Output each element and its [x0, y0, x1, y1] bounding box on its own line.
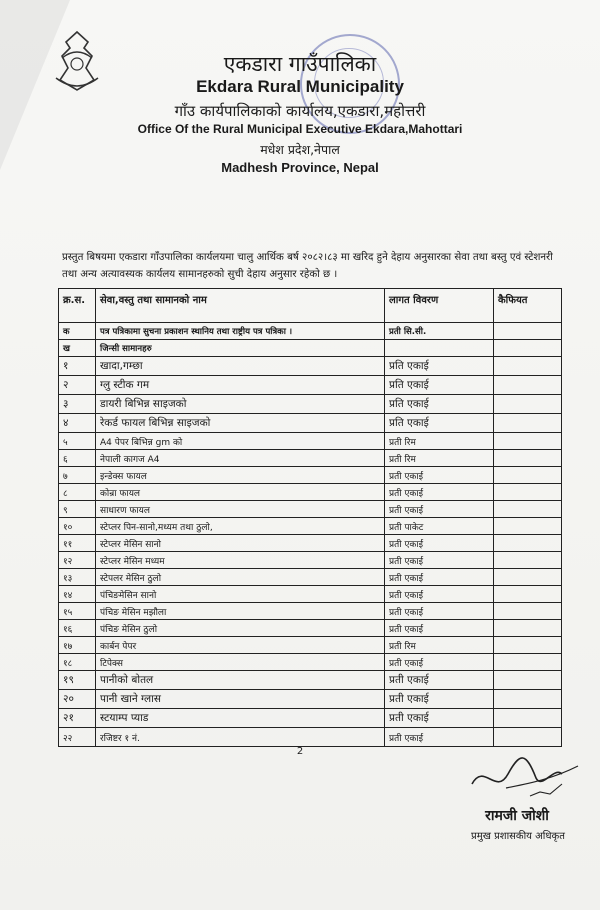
- cell-sn: २१: [59, 709, 96, 728]
- cell-name: टिपेक्स: [96, 654, 385, 671]
- cell-name: स्टेप्लर पिन-सानो,मध्यम तथा ठुलो,: [96, 518, 385, 535]
- cell-cost: प्रती एकाई: [385, 690, 494, 709]
- cell-sn: ९: [59, 501, 96, 518]
- table-row: [59, 501, 562, 518]
- office-name-np: गाँउ कार्यपालिकाको कार्यालय,एकडारा,महोत्तरी: [174, 102, 426, 120]
- cell-sn: १०: [59, 518, 96, 535]
- cell-name: पत्र पत्रिकामा सुचना प्रकाशन स्थानिय तथा राष्ट्रीय पत्र पत्रिका ।: [96, 323, 385, 340]
- cell-remark: [494, 671, 562, 690]
- table-row: [59, 323, 562, 340]
- cell-remark: [494, 586, 562, 603]
- cell-name: रेकर्ड फायल बिभिन्न साइजको: [96, 414, 385, 433]
- cell-name: स्टेपलर मेसिन ठुलो: [96, 569, 385, 586]
- province-np: मधेश प्रदेश,नेपाल: [260, 142, 340, 157]
- cell-sn: १३: [59, 569, 96, 586]
- cell-remark: [494, 376, 562, 395]
- cell-sn: ख: [59, 340, 96, 357]
- table-row: [59, 552, 562, 569]
- cell-sn: १९: [59, 671, 96, 690]
- cell-remark: [494, 603, 562, 620]
- cell-cost: प्रती रिम: [385, 450, 494, 467]
- table-row: [59, 414, 562, 433]
- header-serial: क्र.स.: [59, 289, 96, 323]
- cell-remark: [494, 690, 562, 709]
- cell-cost: प्रती एकाई: [385, 501, 494, 518]
- table-header-row: [59, 289, 562, 323]
- table-row: [59, 671, 562, 690]
- cell-remark: [494, 450, 562, 467]
- municipality-name-np: एकडारा गाउँपालिका: [223, 52, 377, 76]
- cell-name: पानी खाने ग्लास: [96, 690, 385, 709]
- cell-cost: प्रती एकाई: [385, 603, 494, 620]
- cell-name: इन्डेक्स फायल: [96, 467, 385, 484]
- table-row: [59, 340, 562, 357]
- cell-name: खादा,गम्छा: [96, 357, 385, 376]
- cell-cost: प्रती रिम: [385, 433, 494, 450]
- cell-remark: [494, 569, 562, 586]
- cell-name: स्टेप्लर मेसिन सानो: [96, 535, 385, 552]
- cell-sn: ४: [59, 414, 96, 433]
- cell-sn: १७: [59, 637, 96, 654]
- table-row: [59, 535, 562, 552]
- table-row: [59, 467, 562, 484]
- cell-remark: [494, 709, 562, 728]
- cell-name: स्टेप्लर मेसिन मध्यम: [96, 552, 385, 569]
- cell-cost: प्रति एकाई: [385, 376, 494, 395]
- cell-sn: २०: [59, 690, 96, 709]
- cell-name: नेपाली कागज A4: [96, 450, 385, 467]
- cell-cost: प्रती एकाई: [385, 484, 494, 501]
- cell-name: साधारण फायल: [96, 501, 385, 518]
- cell-name: पंचिङ मेसिन मझौला: [96, 603, 385, 620]
- cell-cost: प्रति एकाई: [385, 357, 494, 376]
- cell-name: जिन्सी सामानहरु: [96, 340, 385, 357]
- cell-cost: प्रती एकाई: [385, 709, 494, 728]
- cell-sn: २: [59, 376, 96, 395]
- cell-remark: [494, 654, 562, 671]
- cell-name: पंचिङ मेसिन ठुलो: [96, 620, 385, 637]
- cell-remark: [494, 414, 562, 433]
- table-row: [59, 357, 562, 376]
- table-row: [59, 450, 562, 467]
- cell-cost: प्रति एकाई: [385, 395, 494, 414]
- table-row: [59, 586, 562, 603]
- cell-sn: ३: [59, 395, 96, 414]
- cell-sn: १८: [59, 654, 96, 671]
- cell-remark: [494, 340, 562, 357]
- cell-name: पंचिङमेसिन सानो: [96, 586, 385, 603]
- cell-name: ग्लु स्टीक गम: [96, 376, 385, 395]
- cell-sn: ६: [59, 450, 96, 467]
- cell-sn: ११: [59, 535, 96, 552]
- cell-cost: प्रती एकाई: [385, 671, 494, 690]
- cell-remark: [494, 637, 562, 654]
- cell-sn: १५: [59, 603, 96, 620]
- cell-sn: ५: [59, 433, 96, 450]
- table-row: [59, 654, 562, 671]
- table-row: [59, 637, 562, 654]
- signer-name: रामजी जोशी: [485, 808, 549, 824]
- table-row: [59, 484, 562, 501]
- cell-cost: प्रती एकाई: [385, 728, 494, 747]
- signer-title: प्रमुख प्रशासकीय अधिकृत: [471, 831, 565, 842]
- municipality-name-en: Ekdara Rural Municipality: [196, 77, 404, 96]
- table-row: [59, 376, 562, 395]
- table-row: [59, 620, 562, 637]
- cell-remark: [494, 395, 562, 414]
- table-row: [59, 603, 562, 620]
- cell-remark: [494, 518, 562, 535]
- handwritten-signature-icon: [466, 744, 584, 804]
- cell-cost: प्रती एकाई: [385, 654, 494, 671]
- table-row: [59, 433, 562, 450]
- table-row: [59, 569, 562, 586]
- header-remark: कैफियत: [494, 289, 562, 323]
- cell-name: कोन्रा फायल: [96, 484, 385, 501]
- cell-sn: २२: [59, 728, 96, 747]
- cell-sn: ८: [59, 484, 96, 501]
- cell-remark: [494, 535, 562, 552]
- table-row: [59, 690, 562, 709]
- cell-remark: [494, 501, 562, 518]
- cell-remark: [494, 552, 562, 569]
- header-cost: लागत विवरण: [385, 289, 494, 323]
- cell-sn: १२: [59, 552, 96, 569]
- cell-name: डायरी बिभिन्न साइजको: [96, 395, 385, 414]
- cell-cost: प्रती रिम: [385, 637, 494, 654]
- cell-sn: १६: [59, 620, 96, 637]
- cell-name: स्टयाम्प प्याड: [96, 709, 385, 728]
- cell-remark: [494, 484, 562, 501]
- cell-cost: प्रती एकाई: [385, 569, 494, 586]
- cell-remark: [494, 467, 562, 484]
- cell-cost: प्रती एकाई: [385, 586, 494, 603]
- cell-cost: प्रति एकाई: [385, 414, 494, 433]
- cell-cost: प्रती पाकेट: [385, 518, 494, 535]
- cell-cost: [385, 340, 494, 357]
- cell-remark: [494, 357, 562, 376]
- cell-remark: [494, 620, 562, 637]
- table-row: [59, 709, 562, 728]
- cell-remark: [494, 323, 562, 340]
- items-table: [58, 288, 562, 747]
- cell-name: पानीको बोतल: [96, 671, 385, 690]
- cell-sn: क: [59, 323, 96, 340]
- intro-paragraph: प्रस्तुत बिषयमा एकडारा गाँउपालिका कार्यलयमा चालु आर्थिक बर्ष २०८२।८३ मा खरिद हुने देहाय अनुसारका सेवा तथा बस्तु एवं स्टेशनरी तथा अन्य अत्यावस्यक कार्यलय सामानहरुको सुची देहाय अनुसार रहेको छ ।: [62, 252, 553, 280]
- cell-cost: प्रती एकाई: [385, 552, 494, 569]
- cell-cost: प्रती एकाई: [385, 620, 494, 637]
- header-item-name: सेवा,वस्तु तथा सामानको नाम: [96, 289, 385, 323]
- cell-sn: १४: [59, 586, 96, 603]
- cell-remark: [494, 433, 562, 450]
- table-row: [59, 518, 562, 535]
- cell-name: रजिष्टर १ नं.: [96, 728, 385, 747]
- cell-sn: १: [59, 357, 96, 376]
- table-row: [59, 395, 562, 414]
- province-en: Madhesh Province, Nepal: [221, 160, 379, 175]
- office-name-en: Office Of the Rural Municipal Executive Ekdara,Mahottari: [137, 122, 463, 136]
- cell-name: कार्बन पेपर: [96, 637, 385, 654]
- cell-sn: ७: [59, 467, 96, 484]
- cell-cost: प्रती एकाई: [385, 535, 494, 552]
- cell-cost: प्रती एकाई: [385, 467, 494, 484]
- page-number: 2: [296, 746, 304, 757]
- cell-cost: प्रती सि.सी.: [385, 323, 494, 340]
- cell-name: A4 पेपर बिभिन्न gm को: [96, 433, 385, 450]
